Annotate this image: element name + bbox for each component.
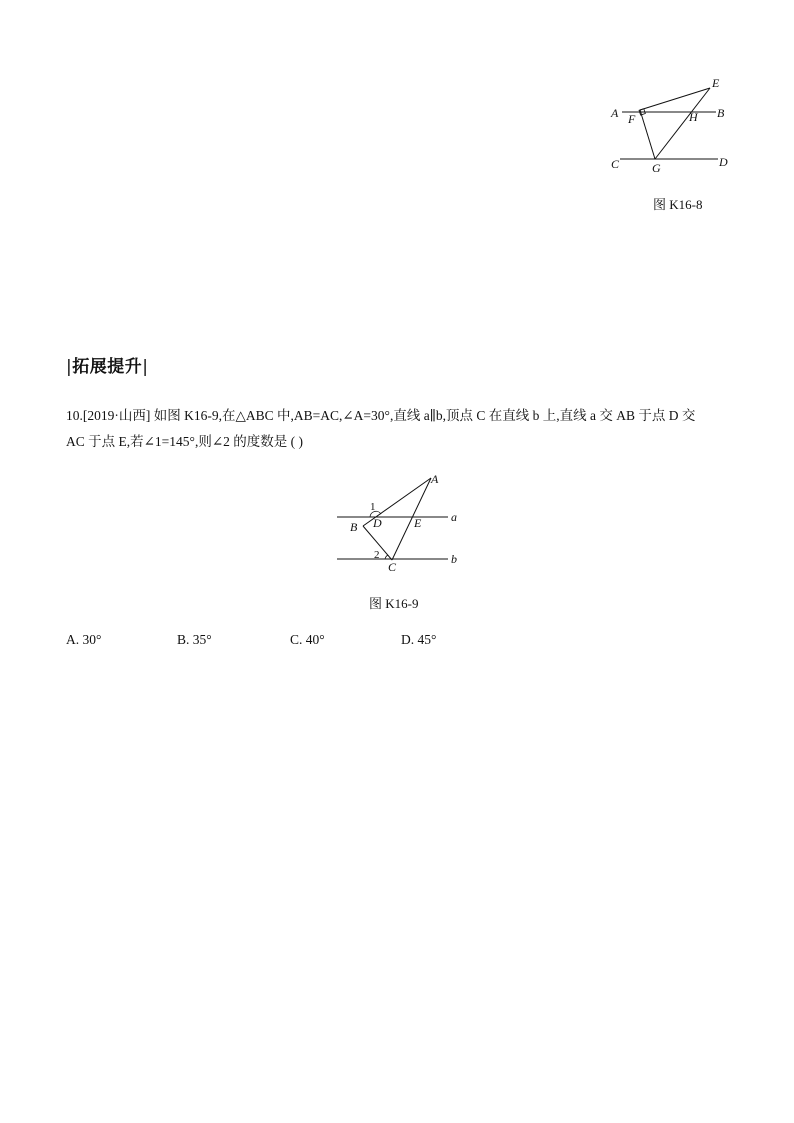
angle-2-arc (385, 555, 388, 559)
label-line-b: b (451, 552, 457, 566)
label-angle-1: 1 (370, 501, 376, 513)
label-e-point: E (414, 516, 422, 530)
segment-ac (392, 478, 431, 560)
figure-k16-9-caption: 图 K16-9 (369, 596, 419, 611)
segment-ge (655, 88, 710, 159)
figure-k16-8-caption: 图 K16-8 (653, 197, 703, 212)
label-a: A (611, 106, 619, 120)
segment-fe (640, 88, 710, 110)
section-title: 拓展提升 (72, 357, 143, 377)
figure-k16-8 (600, 72, 740, 182)
label-c-vertex: C (388, 560, 397, 574)
label-angle-2: 2 (374, 549, 380, 561)
option-d[interactable]: D. 45° (401, 632, 437, 647)
question-line-2: AC 于点 E,若∠1=145°,则∠2 的度数是 ( ) (66, 434, 304, 449)
figure-k16-9 (330, 470, 470, 578)
label-b: B (717, 106, 725, 120)
section-heading (66, 352, 148, 377)
option-a[interactable]: A. 30° (66, 632, 102, 647)
label-c: C (611, 157, 620, 171)
label-d-point: D (373, 516, 382, 530)
label-g: G (652, 161, 661, 175)
question-line-1: 10.[2019·山西] 如图 K16-9,在△ABC 中,AB=AC,∠A=30°,直线 a∥b,顶点 C 在直线 b 上,直线 a 交 AB 于点 D 交 (66, 408, 696, 423)
label-d: D (719, 155, 728, 169)
label-b-vertex: B (350, 520, 358, 534)
label-h: H (689, 110, 698, 124)
section-bar-left: | (66, 357, 73, 377)
label-f: F (628, 112, 636, 126)
segment-fg (640, 110, 655, 159)
option-b[interactable]: B. 35° (177, 632, 212, 647)
label-e: E (712, 76, 720, 90)
option-c[interactable]: C. 40° (290, 632, 325, 647)
label-line-a: a (451, 510, 457, 524)
section-bar-right: | (142, 357, 149, 377)
label-a-vertex: A (431, 472, 439, 486)
